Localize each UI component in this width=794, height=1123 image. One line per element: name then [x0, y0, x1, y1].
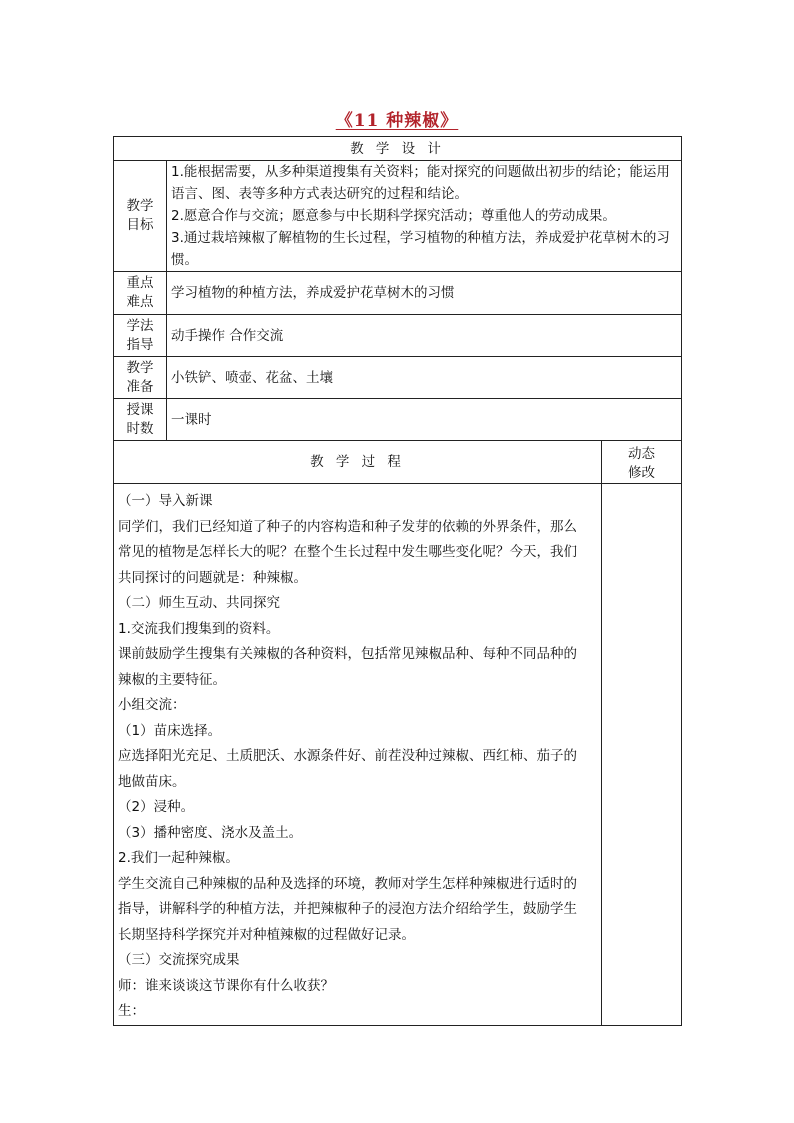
process-line: 常见的植物是怎样长大的呢？在整个生长过程中发生哪些变化呢？今天，我们 [118, 544, 577, 560]
prep-content: 小铁铲、喷壶、花盆、土壤 [167, 357, 682, 399]
process-line: 师：谁来谈谈这节课你有什么收获？ [118, 977, 334, 994]
document-title: 《11 种辣椒》 [335, 111, 459, 131]
process-line: （三）交流探究成果 [118, 952, 240, 968]
hours-row [114, 399, 682, 441]
key-row [114, 272, 682, 315]
process-line: 1.交流我们搜集到的资料。 [118, 620, 280, 637]
process-line: 2.我们一起种辣椒。 [118, 850, 239, 866]
method-content: 动手操作 合作交流 [167, 315, 682, 357]
process-line: 学生交流自己种辣椒的品种及选择的环境，教师对学生怎样种辣椒进行适时的 [118, 875, 577, 892]
key-label: 重点 难点 [114, 272, 167, 315]
goal-row [114, 161, 682, 272]
process-line: （一）导入新课 [118, 493, 213, 509]
revision-cell [602, 484, 682, 1026]
process-line: 生： [118, 1003, 145, 1019]
design-header-row [114, 137, 682, 161]
process-line: （3）播种密度、浇水及盖土。 [118, 824, 303, 841]
method-label: 学法 指导 [114, 315, 167, 357]
process-line: （1）苗床选择。 [118, 722, 222, 739]
process-content [114, 484, 602, 1026]
hours-label: 授课 时数 [114, 399, 167, 441]
process-header-row [114, 441, 682, 484]
key-content: 学习植物的种植方法，养成爱护花草树木的习惯 [167, 272, 682, 315]
process-line: 指导，讲解科学的种植方法，并把辣椒种子的浸泡方法介绍给学生，鼓励学生 [118, 901, 577, 917]
process-line: 小组交流： [118, 697, 186, 713]
method-row [114, 315, 682, 357]
process-line: 共同探讨的问题就是：种辣椒。 [118, 569, 307, 586]
prep-label: 教学 准备 [114, 357, 167, 399]
goal-line: 1.能根据需要，从多种渠道搜集有关资料；能对探究的问题做出初步的结论；能运用语言、图、表等多种方式表达研究的过程和结论。 [171, 164, 670, 202]
process-line: 课前鼓励学生搜集有关辣椒的各种资料，包括常见辣椒品种、每种不同品种的 [118, 646, 577, 662]
process-line: 地做苗床。 [118, 773, 186, 790]
goal-line: 2.愿意合作与交流；愿意参与中长期科学探究活动；尊重他人的劳动成果。 [171, 208, 616, 224]
process-line: （二）师生互动、共同探究 [118, 595, 280, 611]
process-line: 长期坚持科学探究并对种植辣椒的过程做好记录。 [118, 926, 415, 943]
process-line: 辣椒的主要特征。 [118, 671, 226, 688]
process-line: （2）浸种。 [118, 799, 195, 815]
goal-line: 3.通过栽培辣椒了解植物的生长过程，学习植物的种植方法，养成爱护花草树木的习惯。 [171, 230, 670, 268]
process-line: 应选择阳光充足、土质肥沃、水源条件好、前茬没种过辣椒、西红柿、茄子的 [118, 748, 577, 764]
design-header: 教 学 设 计 [114, 137, 682, 161]
process-line: 同学们，我们已经知道了种子的内容构造和种子发芽的依赖的外界条件，那么 [118, 518, 577, 535]
process-body-row [114, 484, 682, 1026]
process-header: 教 学 过 程 [114, 441, 602, 484]
lesson-plan-table [113, 136, 682, 1026]
goal-label: 教学 目标 [114, 161, 167, 272]
hours-content: 一课时 [167, 399, 682, 441]
goal-content [167, 161, 682, 272]
revision-header: 动态 修改 [602, 441, 682, 484]
prep-row [114, 357, 682, 399]
